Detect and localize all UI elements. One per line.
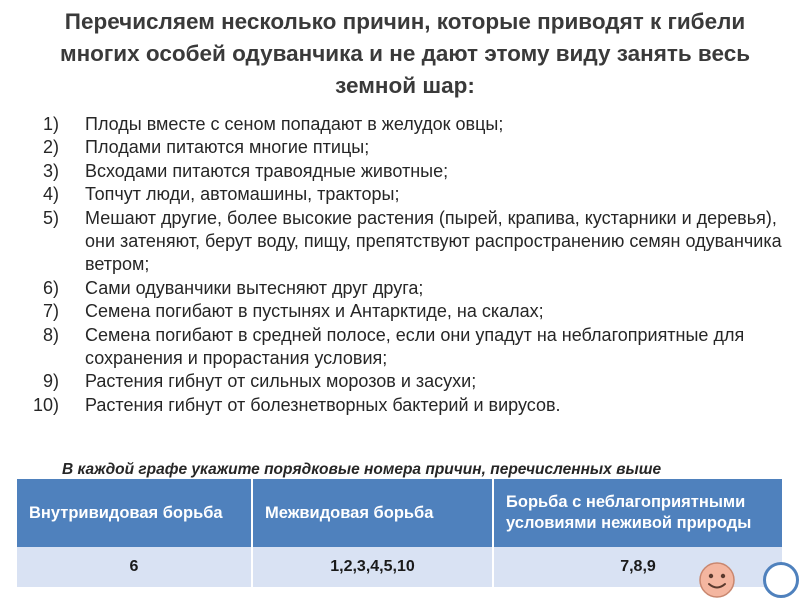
list-item xyxy=(20,394,790,417)
column-header: Межвидовая борьба xyxy=(252,479,493,547)
answer-cell[interactable]: 6 xyxy=(17,547,252,587)
item-text: Растения гибнут от болезнетворных бактерий и вирусов. xyxy=(85,394,561,415)
item-number: 10) xyxy=(32,394,59,415)
table-header-row xyxy=(17,479,782,547)
item-number: 9) xyxy=(42,371,59,392)
list-item xyxy=(20,324,790,371)
item-number: 7) xyxy=(42,301,59,322)
item-number: 3) xyxy=(42,160,59,181)
list-item xyxy=(20,370,790,393)
item-text: Мешают другие, более высокие растения (пырей, крапива, кустарники и деревья), они затеняют, берут воду, пищу, препятствуют распространению семян одуванчика ветром; xyxy=(85,207,782,275)
answer-cell[interactable]: 1,2,3,4,5,10 xyxy=(252,547,493,587)
item-text: Плоды вместе с сеном попадают в желудок овцы; xyxy=(85,114,504,134)
reasons-list xyxy=(20,113,790,417)
item-text: Всходами питаются травоядные животные; xyxy=(85,160,449,181)
list-item xyxy=(20,277,790,300)
item-number: 8) xyxy=(42,324,59,345)
instruction-text: В каждой графе укажите порядковые номера причин, перечисленных выше xyxy=(62,461,662,478)
answer-table xyxy=(17,479,782,587)
item-text: Плодами питаются многие птицы; xyxy=(85,137,370,158)
slide-title: Перечисляем несколько причин, которые приводят к гибели многих особей одуванчика и не дают этому виду занять весь земной шар: xyxy=(59,9,751,98)
item-text: Семена погибают в пустынях и Антарктиде, на скалах; xyxy=(85,301,544,322)
column-header: Борьба с неблагоприятными условиями неживой природы xyxy=(493,479,782,547)
answer-cell[interactable]: 7,8,9 xyxy=(493,547,782,587)
item-number: 2) xyxy=(42,137,59,158)
item-text: Семена погибают в средней полосе, если они упадут на неблагоприятные для сохранения и прорастания условия; xyxy=(85,324,745,369)
smiley-icon[interactable] xyxy=(698,561,736,599)
column-header: Внутривидовая борьба xyxy=(17,479,252,547)
list-item xyxy=(20,160,790,183)
item-text: Растения гибнут от сильных морозов и засухи; xyxy=(85,371,477,392)
list-item xyxy=(20,113,790,136)
list-item xyxy=(20,136,790,159)
item-number: 1) xyxy=(42,114,59,134)
list-item xyxy=(20,183,790,206)
item-text: Сами одуванчики вытесняют друг друга; xyxy=(85,277,424,298)
item-number: 5) xyxy=(42,207,59,228)
table-row xyxy=(17,547,782,587)
item-number: 4) xyxy=(42,184,59,205)
circle-icon[interactable] xyxy=(762,561,800,599)
list-item xyxy=(20,300,790,323)
item-number: 6) xyxy=(42,277,59,298)
item-text: Топчут люди, автомашины, тракторы; xyxy=(85,184,400,205)
list-item xyxy=(20,207,790,277)
